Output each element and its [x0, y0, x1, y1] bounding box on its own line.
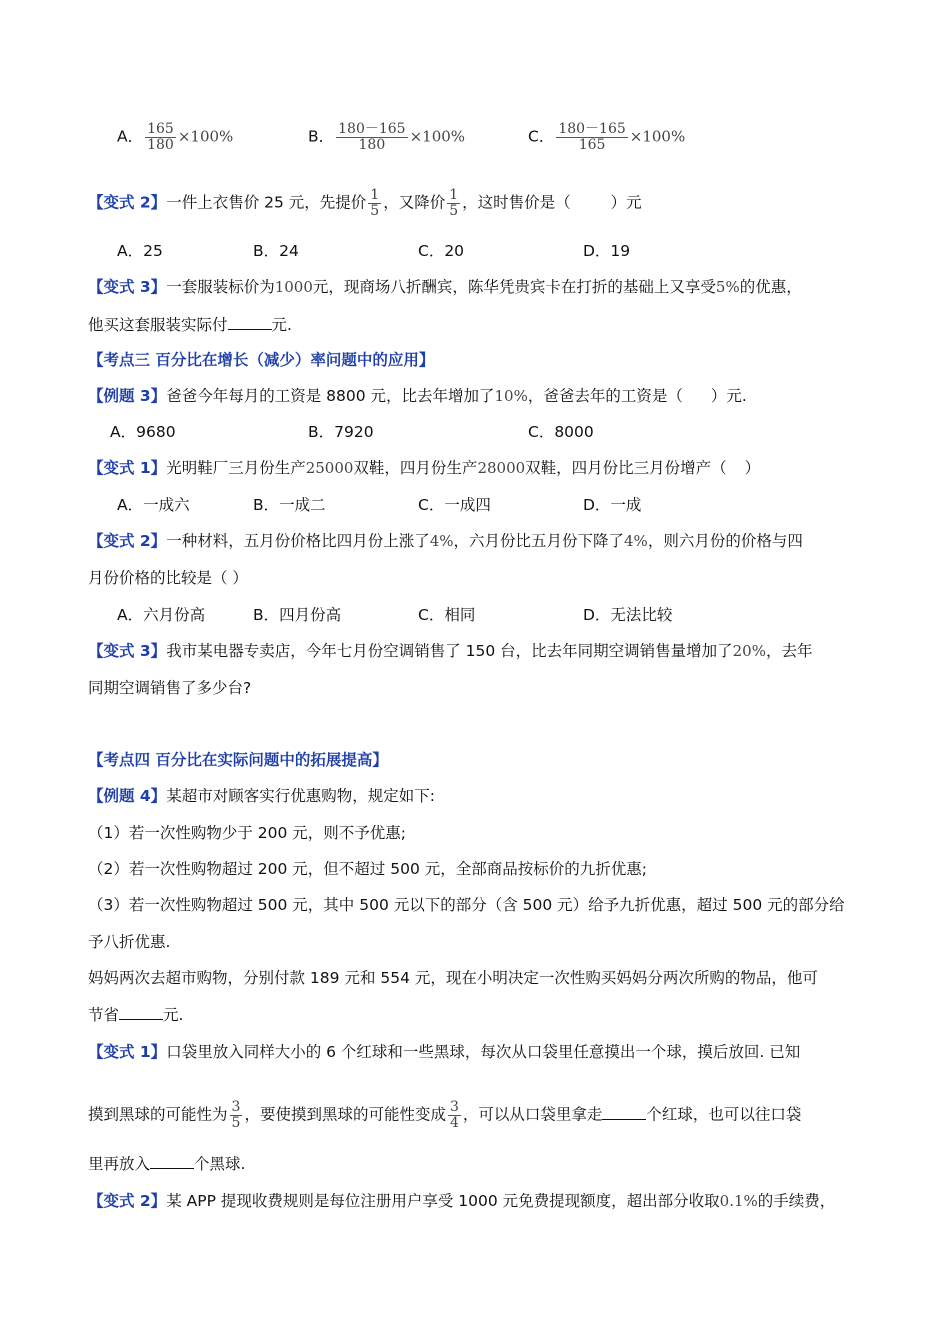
example-4-question: 【例题 4】某超市对顾客实行优惠购物，规定如下: [88, 787, 435, 805]
example-4-problem-cont: 节省 元. [88, 1003, 183, 1027]
option: C．20 [418, 242, 465, 260]
section-title: 【考点四 百分比在实际问题中的拓展提高】 [88, 751, 388, 769]
option: B．一成二 [253, 496, 326, 514]
option: D．一成 [583, 496, 642, 514]
option-c-fraction: $\frac{180-165}{165}$ [558, 121, 626, 153]
variant-1-question-cont: 摸到黑球的可能性为 $\frac{3}{5}$ ，要使摸到黑球的可能性变成 $\frac{3}{4}$ ，可以从口袋里拿走 个红球，也可以往口袋 [88, 1099, 802, 1131]
option: A．9680 [110, 423, 176, 441]
option-b: B． $\frac{180-165}{180}$ ×100% [308, 121, 466, 153]
variant-2-question: 【变式 2】一种材料，五月份价格比四月份上涨了4%，六月份比五月份下降了4%，则六月份的价格与四 [88, 532, 803, 550]
example-4-problem: 妈妈两次去超市购物，分别付款 189 元和 554 元，现在小明决定一次性购买妈妈分两次所购的物品，他可 [88, 969, 818, 987]
variant-tag: 【变式 2】 [88, 1192, 167, 1210]
example-tag: 【例题 3】 [88, 387, 167, 405]
option-b-fraction: $\frac{180-165}{180}$ [338, 121, 406, 153]
fraction-three-fifths: $\frac{3}{5}$ [231, 1099, 241, 1131]
variant-2-question-cont: 月份价格的比较是（ ） [88, 569, 248, 587]
option-b-label: B． [308, 127, 335, 146]
example-tag: 【例题 4】 [88, 787, 167, 805]
variant-tag: 【变式 3】 [88, 278, 167, 296]
option-a-label: A． [117, 127, 144, 146]
example-3-question: 【例题 3】爸爸今年每月的工资是 8800 元，比去年增加了10%，爸爸去年的工资是（ ）元. [88, 387, 747, 405]
option: B．7920 [308, 423, 374, 441]
rule-2: （2）若一次性购物超过 200 元，但不超过 500 元，全部商品按标价的九折优惠; [88, 860, 647, 878]
variant-2-question: 【变式 2】一件上衣售价 25 元，先提价 $\frac{1}{5}$ ，又降价 $\frac{1}{5}$ ，这时售价是（ ）元 [88, 187, 642, 219]
option: D．19 [583, 242, 631, 260]
variant-1-question: 【变式 1】口袋里放入同样大小的 6 个红球和一些黑球，每次从口袋里任意摸出一个球，摸后放回. 已知 [88, 1043, 801, 1061]
variant-tag: 【变式 1】 [88, 459, 167, 477]
rule-1: （1）若一次性购物少于 200 元，则不予优惠; [88, 824, 407, 842]
variant-tag: 【变式 1】 [88, 1043, 167, 1061]
option: C．相同 [418, 606, 476, 624]
fraction-one-fifth: $\frac{1}{5}$ [370, 187, 380, 219]
option: B．四月份高 [253, 606, 342, 624]
option-c-label: C． [528, 127, 555, 146]
fraction-one-fifth: $\frac{1}{5}$ [449, 187, 459, 219]
option: A．一成六 [117, 496, 190, 514]
variant-tag: 【变式 2】 [88, 532, 167, 550]
fraction-three-quarters: $\frac{3}{4}$ [449, 1099, 459, 1131]
section-title: 【考点三 百分比在增长（减少）率问题中的应用】 [88, 351, 435, 369]
answer-blank [119, 1003, 163, 1020]
option: D．无法比较 [583, 606, 673, 624]
variant-1-question-cont2: 里再放入 个黑球. [88, 1152, 245, 1176]
variant-3-question-cont: 同期空调销售了多少台? [88, 679, 252, 697]
variant-3-question: 【变式 3】我市某电器专卖店，今年七月份空调销售了 150 台，比去年同期空调销售量增加了20%，去年 [88, 642, 813, 660]
rule-3-cont: 予八折优惠. [88, 933, 171, 951]
option: C．8000 [528, 423, 594, 441]
variant-tag: 【变式 2】 [88, 193, 167, 212]
option: B．24 [253, 242, 299, 260]
answer-blank [602, 1103, 646, 1120]
variant-3-question: 【变式 3】一套服装标价为1000元，现商场八折酬宾，陈华凭贵宾卡在打折的基础上又享受5%的优惠， [88, 278, 802, 296]
variant-3-question-cont: 他买这套服装实际付 元. [88, 313, 292, 337]
answer-blank [150, 1152, 194, 1169]
option: A．25 [117, 242, 163, 260]
option-a-fraction: $\frac{165}{180}$ [147, 121, 174, 153]
variant-tag: 【变式 3】 [88, 642, 167, 660]
option: C．一成四 [418, 496, 491, 514]
variant-2-question: 【变式 2】某 APP 提现收费规则是每位注册用户享受 1000 元免费提现额度，超出部分收取0.1%的手续费， [88, 1192, 836, 1210]
rule-3: （3）若一次性购物超过 500 元，其中 500 元以下的部分（含 500 元）给予九折优惠，超过 500 元的部分给 [88, 896, 845, 914]
option-a: A． $\frac{165}{180}$ ×100% [117, 121, 234, 153]
option-c: C． $\frac{180-165}{165}$ ×100% [528, 121, 686, 153]
answer-blank [228, 313, 272, 330]
variant-1-question: 【变式 1】光明鞋厂三月份生产25000双鞋，四月份生产28000双鞋，四月份比三月份增产（ ） [88, 459, 761, 477]
option: A．六月份高 [117, 606, 206, 624]
